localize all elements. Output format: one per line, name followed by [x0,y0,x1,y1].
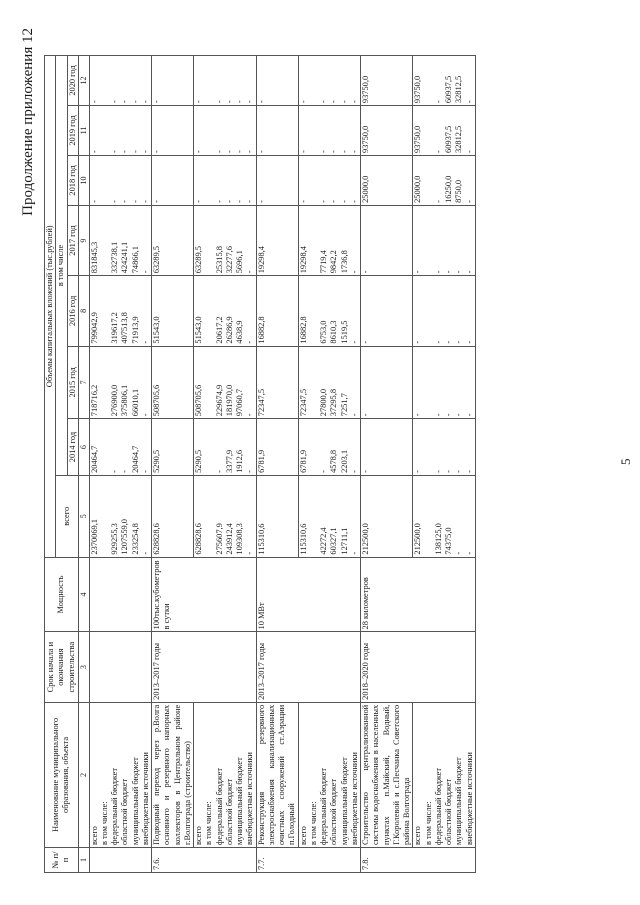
row-value: - - - - - [413,276,476,346]
column-number: 9 [78,205,89,275]
row-period: 2013–2017 годы [152,632,257,702]
row-value: 63289,5 25315,8 32277,6 5696,1 - [194,205,257,275]
row-capacity [89,557,152,632]
row-number: 7.6. [152,848,257,873]
header-year: 2014 год [67,419,78,476]
header-year: 2019 год [67,106,78,156]
row-period [89,632,152,702]
row-object-name: Подводный переход через р.Волга основного и резервного напорных коллекторов в Центральном районе г.Волгограда (строительство) [152,702,194,847]
row-total-top: 16882,8 [256,276,298,346]
row-total-top: 93750,0 [361,56,413,106]
row-number [89,848,152,873]
row-value: - - - - - [413,419,476,476]
row-total-top: - [361,205,413,275]
row-value: - - - - - [298,56,361,106]
row-value: 25000,0 - 16250,0 8750,0 - [413,155,476,205]
row-number: 7.8. [361,848,476,873]
row-total-top: 63289,5 [152,205,194,275]
header-total: всего [56,475,79,557]
header-year: 2015 год [67,346,78,419]
row-value: 628828,6 275607,9 243912,4 109308,3 - [194,475,257,557]
row-total-top: 19298,4 [256,205,298,275]
row-breakdown: всего в том числе: федеральный бюджет областной бюджет муниципальный бюджет внебюджетные источники [89,702,152,847]
row-total-top: 212500,0 [361,475,413,557]
column-number: 4 [78,557,89,632]
row-value: 16882,8 6753,0 8610,3 1519,5 - [298,276,361,346]
row-number: 7.7. [256,848,361,873]
row-value: 212500,0 138125,0 74375,0 - - [413,475,476,557]
row-total-top: 93750,0 [361,106,413,156]
row-capacity: 10 МВт [256,557,361,632]
row-value: 93750,0 - 60937,5 32812,5 - [413,106,476,156]
row-total-top: - [256,56,298,106]
row-value: 20464,7 - - 20464,7 - [89,419,152,476]
row-total-top: - [361,419,413,476]
table-row [194,56,257,873]
row-breakdown: всего в том числе: федеральный бюджет областной бюджет муниципальный бюджет внебюджетные источники [298,702,361,847]
row-total-top: 51543,0 [152,276,194,346]
column-number: 6 [78,419,89,476]
row-total-top: - [256,155,298,205]
table-row [152,56,194,873]
row-value: 508705,6 229674,9 181970,0 97060,7 - [194,346,257,419]
row-value: 72347,5 27800,0 37295,8 7251,7 - [298,346,361,419]
header-name: Наименование муниципального образования, объекта [45,702,79,847]
header-year: 2017 год [67,205,78,275]
table-row [89,56,152,873]
row-value: - - - - - [89,106,152,156]
row-total-top: 5290,5 [152,419,194,476]
appendix-title: Продолжение приложения 12 [20,28,36,216]
column-number: 12 [78,56,89,106]
row-value: 6781,9 - 4578,8 2203,1 - [298,419,361,476]
row-value: - - - - - [194,106,257,156]
row-value: 19298,4 7719,4 9842,2 1736,8 - [298,205,361,275]
row-value: - - - - - [89,155,152,205]
table-row [413,56,476,873]
row-total-top: - [361,276,413,346]
row-value: 831845,3 332738,1 424241,1 74866,1 - [89,205,152,275]
column-number: 3 [78,632,89,702]
row-total-top: - [361,346,413,419]
row-value: - - - - - [413,346,476,419]
row-total-top: - [152,56,194,106]
row-total-top: - [256,106,298,156]
row-object-name: Реконструкция резервного электроснабжения канализационных очистных сооружений ст.Аэрации п.Голодный [256,702,298,847]
row-value: 93750,0 - 60937,5 32812,5 - [413,56,476,106]
page-number: 5 [618,458,633,465]
row-value: - - - - - [298,155,361,205]
row-value: 115310,6 42272,4 60327,1 12711,1 - [298,475,361,557]
row-value: - - - - - [298,106,361,156]
column-number: 11 [78,106,89,156]
column-number: 10 [78,155,89,205]
table-row [256,56,298,873]
row-value: - - - - - [194,56,257,106]
row-capacity: 100тыс.кубометров в сутки [152,557,257,632]
header-period: Срок начала и окончания строительства [45,632,79,702]
row-value: 718716,2 276900,0 375806,1 66010,1 - [89,346,152,419]
row-value: 51543,0 20617,2 26286,9 4638,9 - [194,276,257,346]
column-number: 7 [78,346,89,419]
row-total-top: - [152,106,194,156]
row-total-top: 628828,6 [152,475,194,557]
row-period: 2013–2017 годы [256,632,361,702]
row-total-top: 72347,5 [256,346,298,419]
row-total-top: 508705,6 [152,346,194,419]
column-number: 5 [78,475,89,557]
header-capacity: Мощность [45,557,79,632]
row-value: - - - - - [89,56,152,106]
column-number: 2 [78,702,89,847]
header-volumes: Объемы капитальных вложений (тыс.рублей) [45,56,56,558]
row-value: - - - - - [194,155,257,205]
row-total-top: 115310,6 [256,475,298,557]
table-row [298,56,361,873]
header-year: 2020 год [67,56,78,106]
row-value: 799042,9 319617,2 407513,8 71913,9 - [89,276,152,346]
header-year: 2018 год [67,155,78,205]
row-breakdown: всего в том числе: федеральный бюджет областной бюджет муниципальный бюджет внебюджетные источники [194,702,257,847]
capital-investment-table [44,55,476,873]
row-value: 5290,5 - 3377,9 1912,6 - [194,419,257,476]
header-year: 2016 год [67,276,78,346]
row-total-top: 25000,0 [361,155,413,205]
row-total-top: - [152,155,194,205]
row-value: 2370069,1 929255,3 1207559,0 233254,8 - [89,475,152,557]
table-row [361,56,413,873]
header-no: № п/п [45,848,79,873]
row-object-name: Строительство централизованной системы водоснабжения в населенных пунктах п.Майский, Водный, Г.Королевой и с.Песчанка Советского района Волгограда [361,702,413,847]
header-incl: в том числе [56,56,67,476]
row-value: - - - - - [413,205,476,275]
row-total-top: 6781,9 [256,419,298,476]
row-period: 2018–2020 годы [361,632,476,702]
column-number: 1 [78,848,89,873]
row-capacity: 28 километров [361,557,476,632]
row-breakdown: всего в том числе: федеральный бюджет областной бюджет муниципальный бюджет внебюджетные источники [413,702,476,847]
column-number: 8 [78,276,89,346]
